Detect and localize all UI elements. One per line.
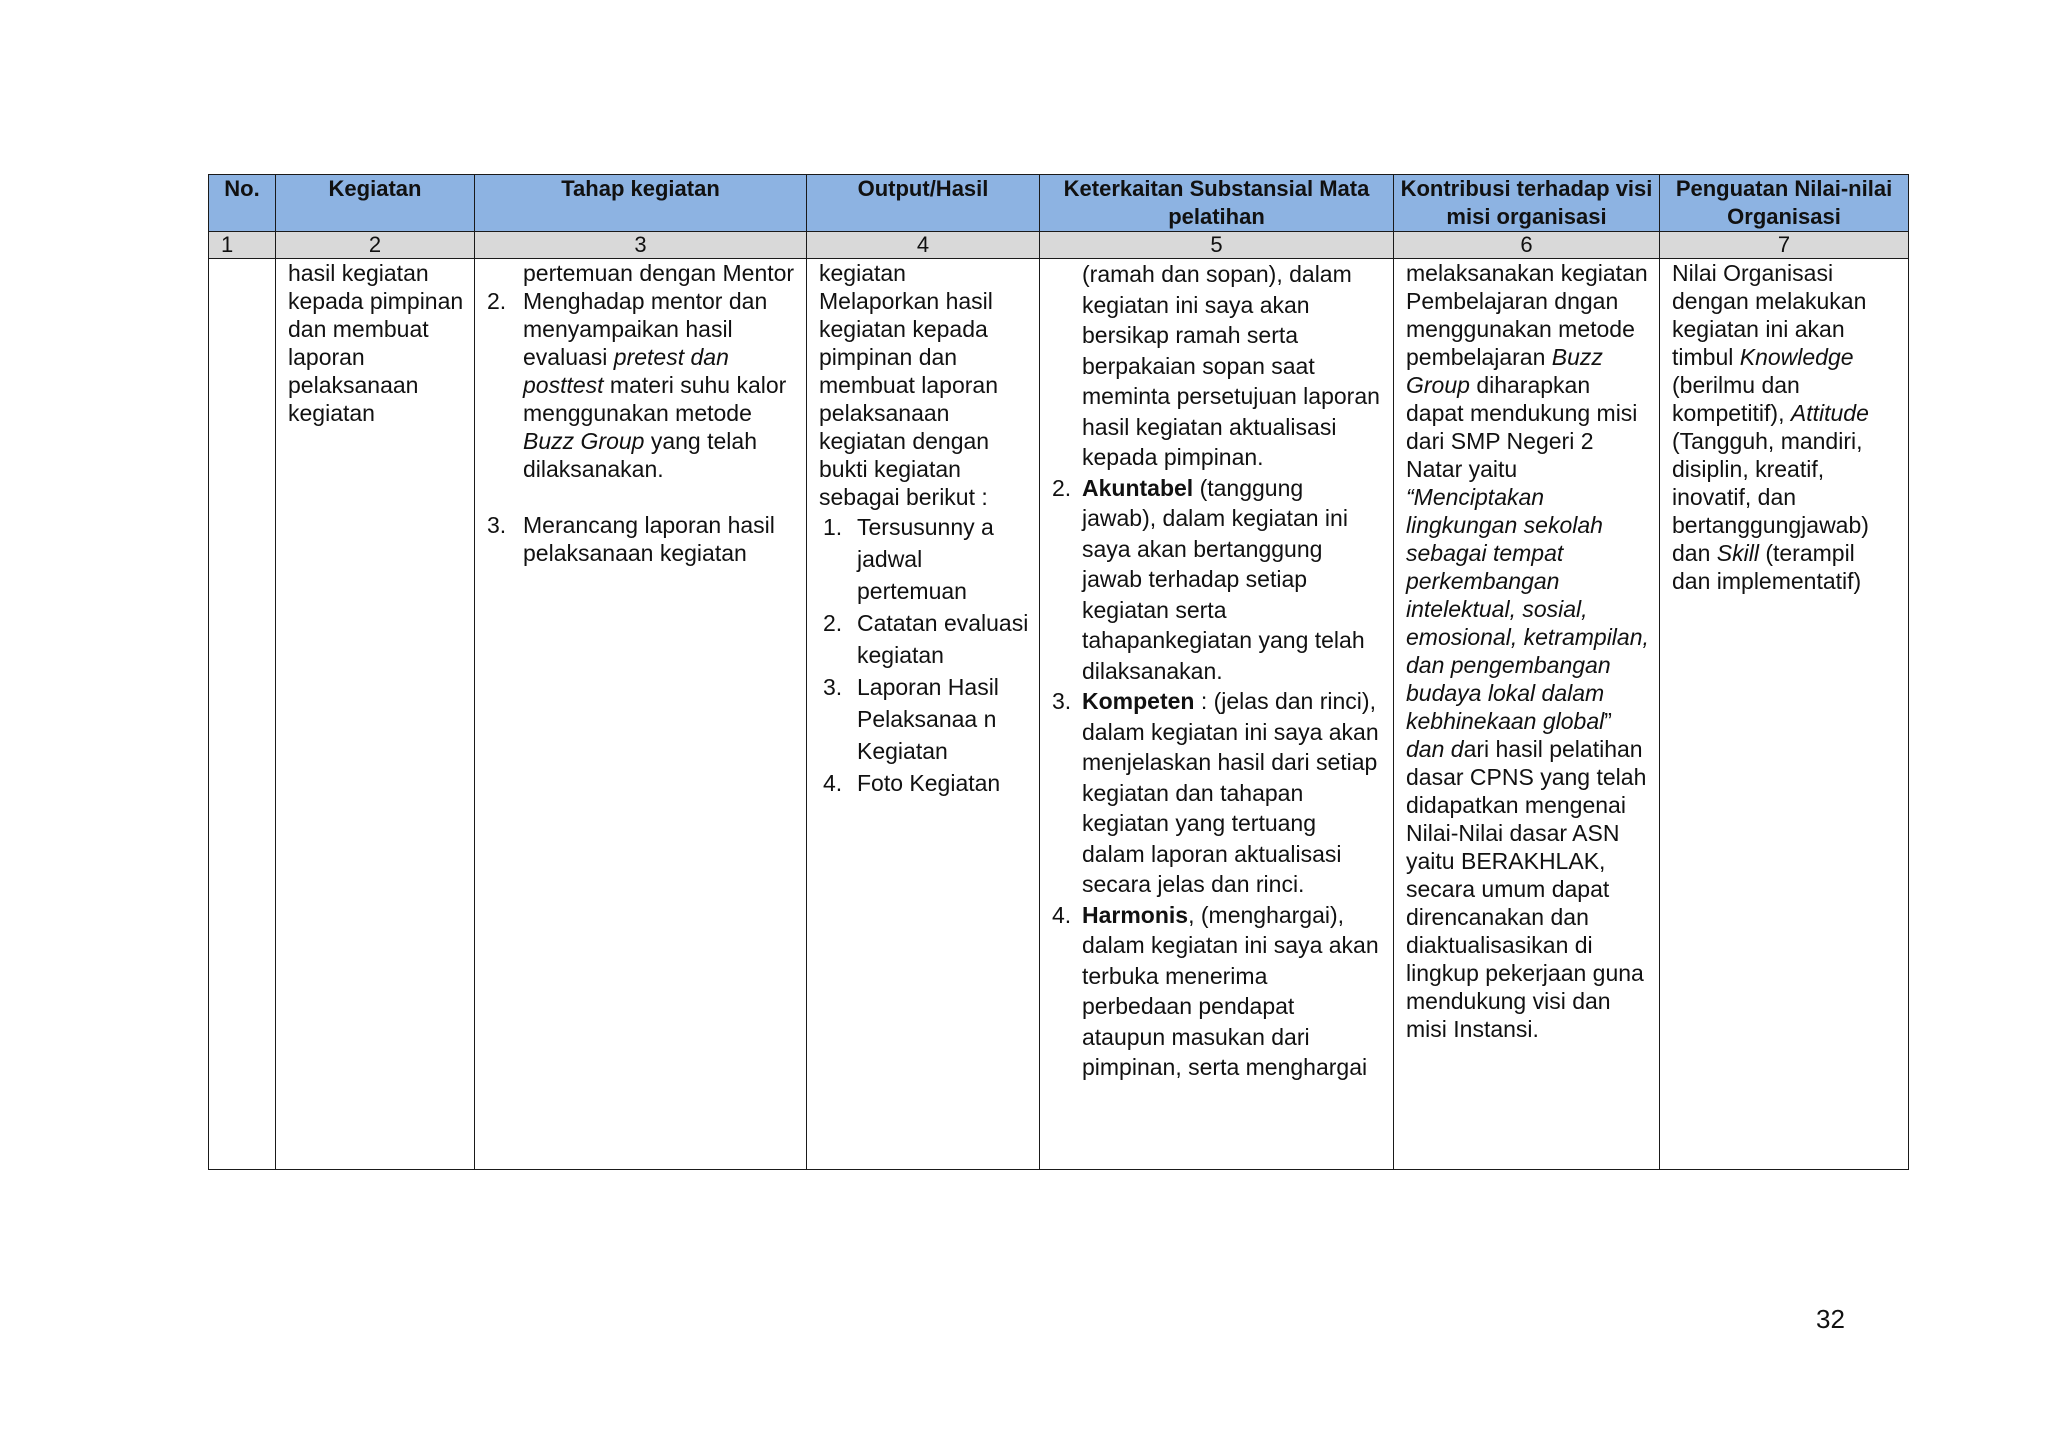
nilai-list <box>1052 473 1383 1083</box>
list-item <box>819 767 1029 799</box>
list-item <box>819 671 1029 767</box>
nilai-text: : (jelas dan rinci), dalam kegiatan ini saya akan menjelaskan hasil dari setiap kegiatan dan tahapan kegiatan yang tertuang dalam laporan aktualisasi secara jelas dan rinci. <box>1082 688 1379 897</box>
text-run-italic: dan d <box>1406 736 1464 762</box>
text-run: diharapkan dapat mendukung misi dari SMP Negeri 2 Natar yaitu <box>1406 372 1638 482</box>
list-item <box>1052 900 1383 1083</box>
cell-no <box>209 259 276 1170</box>
step-text: yang telah dilaksanakan. <box>523 428 757 482</box>
item-number: 2. <box>823 610 843 636</box>
text-run-italic: Knowledge <box>1739 344 1854 370</box>
kontribusi-text <box>1406 259 1649 1043</box>
header-penguatan-nilai: Penguatan Nilai-nilai Organisasi <box>1660 175 1909 232</box>
header-kontribusi-visi-misi: Kontribusi terhadap visi misi organisasi <box>1394 175 1660 232</box>
item-text: Tersusunny a jadwal pertemuan <box>857 514 994 604</box>
item-number: 4. <box>823 770 843 796</box>
item-text: Catatan evaluasi kegiatan <box>857 610 1029 668</box>
item-number: 3. <box>1052 688 1072 714</box>
keterkaitan-intro: (ramah dan sopan), dalam kegiatan ini saya akan bersikap ramah serta berpakaian sopan saat meminta persetujuan laporan hasil kegiatan aktualisasi kepada pimpinan. <box>1082 261 1380 470</box>
list-item <box>487 287 796 483</box>
item-number: 2. <box>1052 474 1072 501</box>
item-number: 4. <box>1052 901 1072 928</box>
text-run: ” <box>1604 708 1612 734</box>
cell-tahap-kegiatan <box>475 259 807 1170</box>
list-item <box>487 511 796 567</box>
text-run-italic: Skill <box>1716 540 1759 566</box>
text-run-italic: Buzz Group <box>1406 344 1603 398</box>
text-run-italic: “Menciptakan lingkungan sekolah sebagai tempat perkembangan intelektual, sosial, emosional, ketrampilan, dan pengembangan budaya lokal dalam kebhinekaan global <box>1406 484 1649 734</box>
nilai-term: Akuntabel <box>1082 474 1194 501</box>
text-run: (Tangguh, mandiri, disiplin, kreatif, inovatif, dan bertanggungjawab) dan <box>1672 428 1869 566</box>
step-text: Menghadap mentor dan menyampaikan hasil evaluasi <box>523 288 768 370</box>
kegiatan-text: hasil kegiatan kepada pimpinan dan membuat laporan pelaksanaan kegiatan <box>288 260 464 426</box>
header-tahap-kegiatan: Tahap kegiatan <box>475 175 807 232</box>
cell-output-hasil <box>807 259 1040 1170</box>
column-number: 1 <box>209 232 276 259</box>
header-no: No. <box>209 175 276 232</box>
step-number: 2. <box>487 288 507 314</box>
text-run-italic: Attitude <box>1790 400 1869 426</box>
column-number: 2 <box>276 232 475 259</box>
column-number: 3 <box>475 232 807 259</box>
header-output-hasil: Output/Hasil <box>807 175 1040 232</box>
column-number-row <box>209 232 1909 259</box>
step-number: 3. <box>487 512 507 538</box>
item-number: 3. <box>823 674 843 700</box>
nilai-term: Kompeten <box>1082 688 1195 714</box>
column-number: 7 <box>1660 232 1909 259</box>
nilai-text: , (menghargai), dalam kegiatan ini saya akan terbuka menerima perbedaan pendapat ataupun masukan dari pimpinan, serta menghargai <box>1082 901 1379 1080</box>
page-number: 32 <box>1816 1304 1845 1334</box>
activity-table <box>208 174 1909 1170</box>
text-run: melaksanakan kegiatan Pembelajaran dngan menggunakan metode pembelajaran <box>1406 260 1648 370</box>
step-text-italic: Buzz Group <box>523 428 645 454</box>
output-list <box>819 511 1029 799</box>
step-text-italic: pretest dan posttest <box>523 344 729 398</box>
header-keterkaitan-substansial: Keterkaitan Substansial Mata pelatihan <box>1040 175 1394 232</box>
penguatan-text <box>1672 259 1898 595</box>
column-number: 6 <box>1394 232 1660 259</box>
list-item <box>1052 473 1383 687</box>
text-run: (terampil dan implementatif) <box>1672 540 1862 594</box>
column-number: 5 <box>1040 232 1394 259</box>
step-text: Merancang laporan hasil pelaksanaan kegiatan <box>523 512 775 566</box>
list-item <box>1052 686 1383 900</box>
cell-kegiatan <box>276 259 475 1170</box>
item-number: 1. <box>823 514 843 540</box>
header-row <box>209 175 1909 232</box>
cell-keterkaitan-substansial <box>1040 259 1394 1170</box>
output-intro: kegiatan Melaporkan hasil kegiatan kepada pimpinan dan membuat laporan pelaksanaan kegiatan dengan bukti kegiatan sebagai berikut : <box>819 260 998 510</box>
item-text: Foto Kegiatan <box>857 770 1001 796</box>
tahap-intro: pertemuan dengan Mentor <box>523 260 795 286</box>
nilai-term: Harmonis <box>1082 901 1189 928</box>
list-item <box>819 607 1029 671</box>
tahap-step-list <box>487 287 796 567</box>
list-item <box>819 511 1029 607</box>
item-text: Laporan Hasil Pelaksanaa n Kegiatan <box>857 674 999 764</box>
cell-kontribusi-visi-misi <box>1394 259 1660 1170</box>
text-run: (berilmu dan kompetitif), <box>1672 372 1800 426</box>
header-kegiatan: Kegiatan <box>276 175 475 232</box>
text-run: Nilai Organisasi dengan melakukan kegiatan ini akan timbul <box>1672 260 1867 370</box>
text-run: ari hasil pelatihan dasar CPNS yang telah didapatkan mengenai Nilai-Nilai dasar ASN yaitu BERAKHLAK, secara umum dapat direncanakan dan diaktualisasikan di lingkup pekerjaan guna mendukung visi dan misi Instansi. <box>1406 736 1647 1042</box>
table-row <box>209 259 1909 1170</box>
nilai-text: (tanggung jawab), dalam kegiatan ini saya akan bertanggung jawab terhadap setiap kegiatan serta tahapankegiatan yang telah dilaksanakan. <box>1082 474 1365 684</box>
column-number: 4 <box>807 232 1040 259</box>
step-text: materi suhu kalor menggunakan metode <box>523 372 787 426</box>
cell-penguatan-nilai <box>1660 259 1909 1170</box>
